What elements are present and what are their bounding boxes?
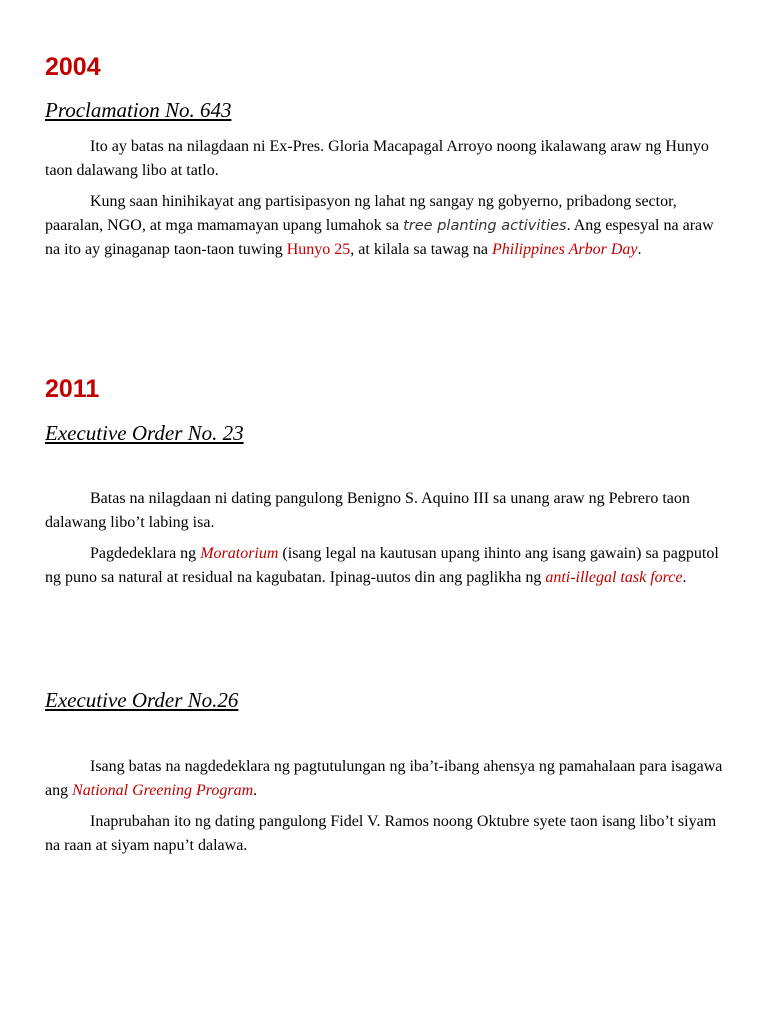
- text-run: Isang batas na nagdedeklara ng pagtutulungan ng iba’t-ibang ahensya ng pamahalaan para isagawa ang: [45, 758, 723, 799]
- text-run: .: [637, 241, 642, 258]
- tree-planting-term: tree planting activities: [403, 217, 567, 234]
- paragraph-proclamation-signing: Ito ay batas na nilagdaan ni Ex-Pres. Gloria Macapagal Arroyo noong ikalawang araw ng Hunyo taon dalawang libo at tatlo.: [45, 138, 709, 179]
- paragraph-ramos-approval: Inaprubahan ito ng dating pangulong Fidel V. Ramos noong Oktubre syete taon isang libo’t siyam na raan at siyam napu’t dalawa.: [45, 813, 717, 854]
- task-force-term: anti-illegal task force: [545, 568, 683, 586]
- text-run: , at kilala sa tawag na: [350, 241, 492, 258]
- text-run: . Ang espesyal na araw na ito ay ginaganap taon-taon tuwing: [45, 216, 714, 258]
- executive-order-23-heading: Executive Order No. 23: [45, 421, 244, 445]
- text-run: (isang legal na kautusan upang ihinto ang isang gawain) sa pagputol ng puno sa natural at residual na kagubatan. Ipinag-uutos din ang paglikha ng: [45, 545, 719, 586]
- arbor-day-term: Philippines Arbor Day: [492, 241, 638, 258]
- paragraph-moratorium: [45, 542, 725, 589]
- year-heading-2004: 2004: [45, 53, 101, 81]
- moratorium-term: Moratorium: [200, 545, 279, 562]
- hunyo-25-date: Hunyo 25: [286, 241, 351, 258]
- national-greening-term: National Greening Program: [72, 781, 254, 799]
- paragraph-aquino-signing: Batas na nilagdaan ni dating pangulong Benigno S. Aquino III sa unang araw ng Pebrero taon dalawang libo’t labing isa.: [45, 490, 690, 531]
- paragraph-national-greening: [45, 755, 725, 802]
- year-heading-2011: 2011: [45, 375, 100, 403]
- proclamation-643-heading: Proclamation No. 643: [45, 98, 232, 122]
- text-run: Pagdedeklara ng: [90, 545, 201, 562]
- text-run: .: [682, 568, 687, 586]
- executive-order-26-heading: Executive Order No.26: [45, 688, 239, 712]
- text-run: .: [253, 781, 258, 799]
- paragraph-arbor-day: [45, 190, 725, 262]
- text-run: Kung saan hinihikayat ang partisipasyon ng lahat ng sangay ng gobyerno, pribadong sector, paaralan, NGO, at mga mamamayan upang lumahok sa: [45, 193, 677, 234]
